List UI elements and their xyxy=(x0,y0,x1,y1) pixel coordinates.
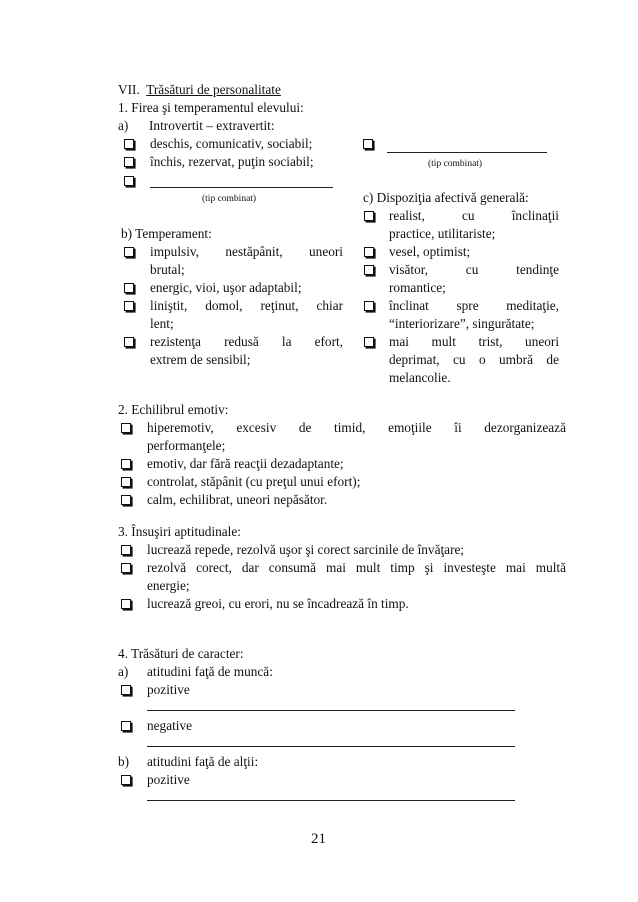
option-text: lucrează greoi, cu erori, nu se încadrează în timp. xyxy=(147,596,409,611)
option-line: liniştit, domol, reţinut, chiar xyxy=(150,298,344,313)
checkbox[interactable] xyxy=(121,423,131,433)
q4a-label: atitudini faţă de muncă: xyxy=(147,664,273,679)
answer-blank-line[interactable] xyxy=(150,187,333,188)
option-line: melancolie. xyxy=(389,370,451,385)
checkbox[interactable] xyxy=(124,301,134,311)
checkbox[interactable] xyxy=(124,176,134,186)
q4b-marker: b) xyxy=(118,754,130,769)
page-number: 21 xyxy=(311,831,326,847)
q1a-label: Introvertit – extravertit: xyxy=(149,118,275,133)
blank-caption: (tip combinat) xyxy=(202,194,257,204)
q1-title: 1. Firea şi temperamentul elevului: xyxy=(118,100,304,115)
checkbox[interactable] xyxy=(364,337,374,347)
checkbox[interactable] xyxy=(121,545,131,555)
checkbox[interactable] xyxy=(124,247,134,257)
checkbox[interactable] xyxy=(364,211,374,221)
blank-caption: (tip combinat) xyxy=(428,159,483,169)
section-title: Trăsături de personalitate xyxy=(146,82,281,97)
option-line: realist, cu înclinaţii xyxy=(389,208,560,223)
option-line: energie; xyxy=(147,578,190,593)
checkbox[interactable] xyxy=(124,337,134,347)
checkbox[interactable] xyxy=(364,247,374,257)
checkbox[interactable] xyxy=(121,775,131,785)
option-line: rezistenţa redusă la efort, xyxy=(150,334,344,349)
q1b-label: b) Temperament: xyxy=(121,226,212,241)
section-number: VII. xyxy=(118,82,140,97)
q1a-marker: a) xyxy=(118,118,129,133)
q4a-marker: a) xyxy=(118,664,129,679)
answer-blank-line[interactable] xyxy=(147,746,515,747)
checkbox[interactable] xyxy=(121,459,131,469)
checkbox[interactable] xyxy=(364,265,374,275)
option-text: negative xyxy=(147,718,193,733)
option-line: “interiorizare”, singurătate; xyxy=(389,316,535,331)
checkbox[interactable] xyxy=(121,685,131,695)
answer-blank-line[interactable] xyxy=(147,710,515,711)
option-text: energic, vioi, uşor adaptabil; xyxy=(150,280,302,295)
option-text: pozitive xyxy=(147,682,190,697)
checkbox[interactable] xyxy=(124,283,134,293)
option-line: romantice; xyxy=(389,280,446,295)
checkbox[interactable] xyxy=(124,139,134,149)
section-heading xyxy=(118,81,281,98)
option-line: hiperemotiv, excesiv de timid, emoţiile îi dezorganizează xyxy=(147,420,566,435)
option-text: vesel, optimist; xyxy=(389,244,471,259)
checkbox[interactable] xyxy=(121,495,131,505)
checkbox[interactable] xyxy=(121,477,131,487)
checkbox[interactable] xyxy=(121,563,131,573)
option-text: calm, echilibrat, uneori nepăsător. xyxy=(147,492,328,507)
option-line: practice, utilitariste; xyxy=(389,226,496,241)
option-text: controlat, stăpânit (cu preţul unui efort); xyxy=(147,474,361,489)
option-line: extrem de sensibil; xyxy=(150,352,251,367)
checkbox[interactable] xyxy=(121,599,131,609)
option-text: închis, rezervat, puţin sociabil; xyxy=(150,154,314,169)
option-line: mai mult trist, uneori xyxy=(389,334,560,349)
option-text: lucrează repede, rezolvă uşor şi corect sarcinile de învăţare; xyxy=(147,542,465,557)
option-line: visător, cu tendinţe xyxy=(389,262,560,277)
option-text: deschis, comunicativ, sociabil; xyxy=(150,136,313,151)
option-line: impulsiv, nestăpânit, uneori xyxy=(150,244,344,259)
option-line: deprimat, cu o umbră de xyxy=(389,352,559,367)
checkbox[interactable] xyxy=(363,139,373,149)
option-line: brutal; xyxy=(150,262,185,277)
q1c-label: c) Dispoziţia afectivă generală: xyxy=(363,190,529,205)
checkbox[interactable] xyxy=(364,301,374,311)
answer-blank-line[interactable] xyxy=(387,152,547,153)
q3-title: 3. Însuşiri aptitudinale: xyxy=(118,524,241,539)
option-line: rezolvă corect, dar consumă mai mult timp şi investeşte mai multă xyxy=(147,560,567,575)
option-line: lent; xyxy=(150,316,174,331)
answer-blank-line[interactable] xyxy=(147,800,515,801)
option-line: performanţele; xyxy=(147,438,226,453)
q4-title: 4. Trăsături de caracter: xyxy=(118,646,244,661)
option-text: emotiv, dar fără reacţii dezadaptante; xyxy=(147,456,344,471)
option-text: pozitive xyxy=(147,772,190,787)
option-line: înclinat spre meditaţie, xyxy=(389,298,560,313)
q2-title: 2. Echilibrul emotiv: xyxy=(118,402,229,417)
checkbox[interactable] xyxy=(124,157,134,167)
q4b-label: atitudini faţă de alţii: xyxy=(147,754,259,769)
checkbox[interactable] xyxy=(121,721,131,731)
